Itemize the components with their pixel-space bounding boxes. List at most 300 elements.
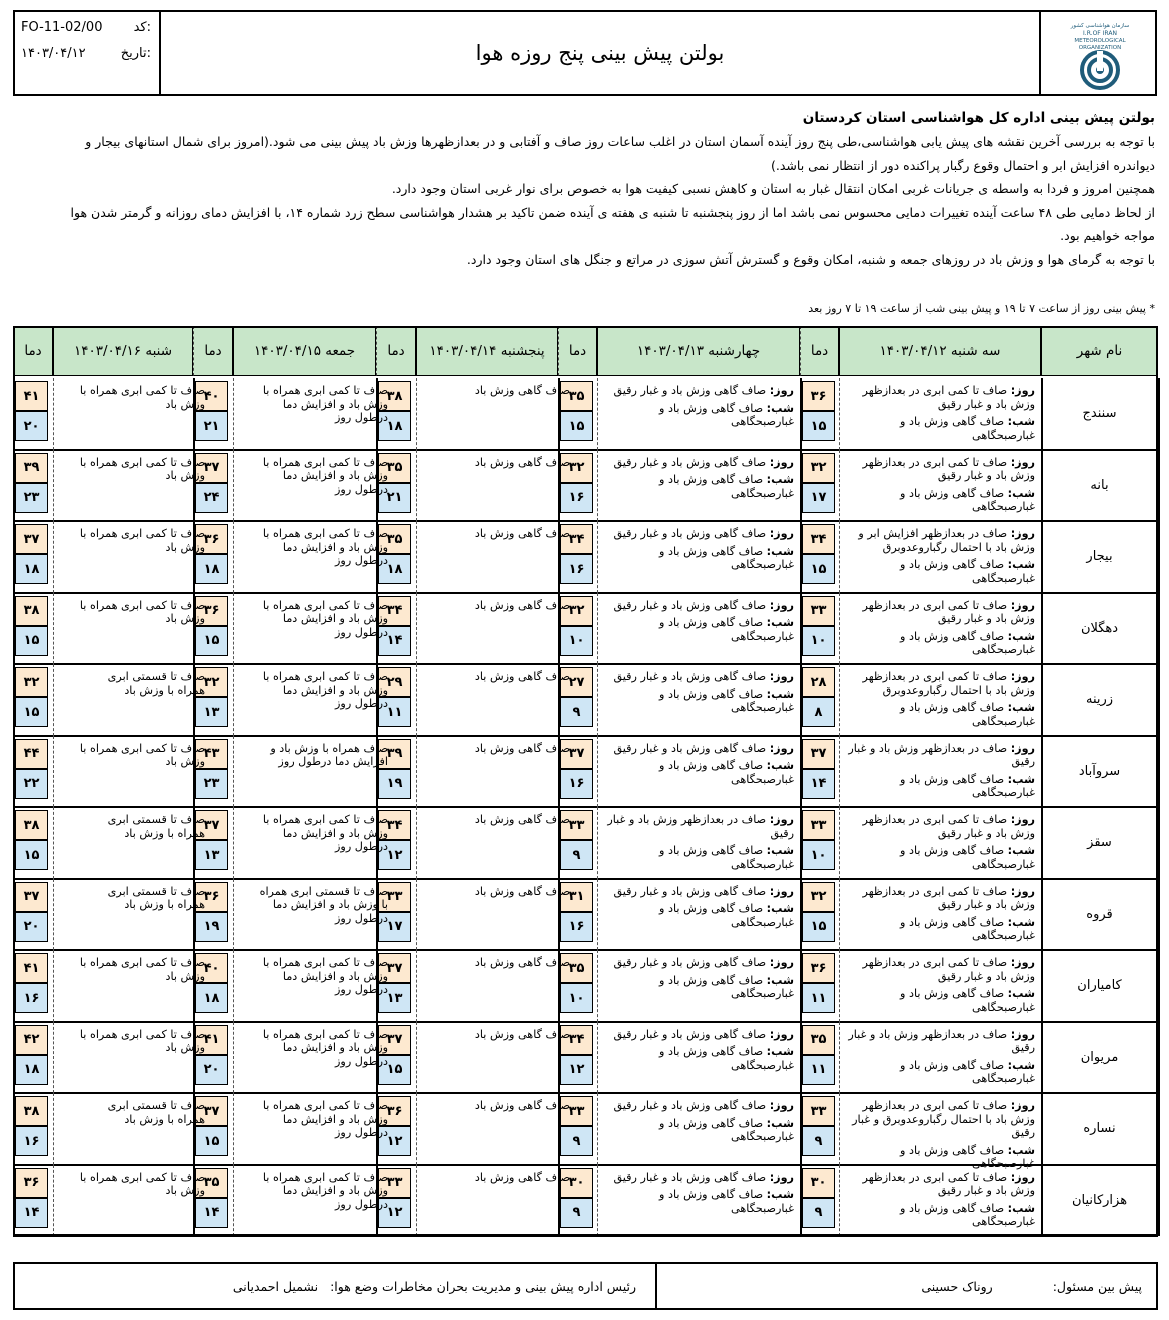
max-temp: ۲۷ — [560, 667, 593, 697]
forecast-text: صاف تا کمی ابری همراه با وزش باد و افزایش دما درطول روز — [262, 956, 388, 997]
logo-text-2: METEOROLOGICAL — [1074, 38, 1126, 44]
logo-text-3: ORGANIZATION — [1078, 45, 1122, 51]
night-label: شب: — [1007, 701, 1035, 715]
max-temp: ۳۸ — [15, 596, 48, 626]
night-label: شب: — [1007, 915, 1035, 929]
temp-divider — [597, 1165, 598, 1237]
temp-divider — [53, 450, 54, 522]
min-temp: ۱۵ — [802, 411, 835, 441]
city-name: زرینه — [1085, 692, 1114, 708]
day-forecast — [603, 885, 794, 899]
night-forecast — [845, 987, 1035, 1014]
max-temp: ۳۴ — [802, 524, 835, 554]
forecast-text: صاف تا کمی ابری همراه با وزش باد و افزایش دما درطول روز — [262, 1170, 388, 1211]
day-forecast-text: صاف تا کمی ابری در بعدازظهر وزش باد و غبار رقیق — [862, 384, 1035, 411]
max-temp: ۴۱ — [15, 953, 48, 983]
min-temp: ۱۵ — [560, 411, 593, 441]
min-temp: ۱۴ — [15, 1198, 48, 1228]
table-row — [13, 879, 1158, 951]
day-forecast — [603, 670, 794, 684]
temp-divider — [416, 521, 417, 593]
day-label: روز: — [1010, 670, 1035, 683]
day-forecast — [845, 384, 1035, 411]
day-forecast — [845, 1028, 1035, 1055]
max-temp: ۳۲ — [560, 453, 593, 483]
temp-divider — [53, 1093, 54, 1165]
day-column-header: چهارشنبه ۱۴۰۳/۰۴/۱۳ — [597, 326, 800, 376]
max-temp: ۳۵ — [378, 524, 411, 554]
min-temp: ۱۹ — [195, 912, 228, 942]
night-label: شب: — [1007, 1201, 1035, 1215]
min-temp: ۱۸ — [378, 554, 411, 584]
day-label: روز: — [1010, 1170, 1035, 1184]
forecast-text: صاف گاهی وزش باد — [474, 384, 570, 397]
forecast-text — [845, 956, 1035, 1020]
night-forecast — [845, 415, 1035, 442]
forecast-text: صاف تا کمی ابری همراه با وزش باد و افزایش دما درطول روز — [262, 384, 388, 425]
night-forecast — [845, 773, 1035, 800]
city-name: دهگلان — [1080, 620, 1119, 636]
column-border — [1158, 593, 1160, 665]
max-temp: ۳۸ — [378, 381, 411, 411]
temp-divider — [233, 1165, 234, 1237]
forecast-text — [603, 670, 794, 734]
temp-column-header: دما — [193, 326, 233, 376]
min-temp: ۱۲ — [560, 1055, 593, 1085]
temp-divider — [839, 450, 840, 522]
temp-divider — [416, 736, 417, 808]
night-forecast-text: صاف گاهی وزش باد و غبارصبحگاهی — [659, 616, 794, 643]
forecast-text: صاف تا کمی ابری همراه با وزش باد — [79, 1170, 205, 1198]
max-temp: ۳۳ — [802, 810, 835, 840]
head-label: رئیس اداره پیش بینی و مدیریت بحران مخاطرات وضع هوا: — [330, 1278, 636, 1294]
forecast-text: صاف تا قسمتی ابری همراه با وزش باد — [107, 1099, 205, 1126]
min-temp: ۱۳ — [195, 840, 228, 870]
column-border — [1158, 736, 1160, 808]
day-forecast — [845, 1099, 1035, 1140]
night-label: شب: — [1007, 987, 1035, 1001]
logo-text-fa: سازمان هواشناسی کشور — [1070, 23, 1130, 29]
day-forecast-text: صاف گاهی وزش باد و غبار رقیق — [613, 1027, 767, 1041]
max-temp: ۳۶ — [15, 1168, 48, 1198]
bulletin-title: بولتن پیش بینی پنج روزه هوا — [475, 41, 725, 65]
min-temp: ۱۶ — [15, 1126, 48, 1156]
date-label: تاریخ: — [120, 46, 151, 61]
max-temp: ۳۷ — [195, 810, 228, 840]
intro-paragraph: با توجه به بررسی آخرین نقشه های پیش یابی هواشناسی،طی پنج روز آینده آسمان استان در اغلب ساعات روز صاف و آفتابی و در بعدازظهرها وزش باد پیش بینی می شود.(امروز برای شمال استانهای بیجار و دیواندره افزایش ابر و احتمال وقوع رگبار پراکنده دور از انتظار نمی باشد.) — [85, 134, 1155, 173]
temp-divider — [416, 1022, 417, 1094]
day-forecast — [845, 456, 1035, 483]
forecast-text — [603, 1099, 794, 1163]
min-temp: ۱۹ — [378, 769, 411, 799]
city-name: سقز — [1087, 835, 1112, 851]
forecast-text — [845, 670, 1035, 734]
row-divider — [13, 1235, 1158, 1237]
night-forecast — [603, 545, 794, 572]
day-label: روز: — [769, 670, 794, 683]
forecast-text — [603, 885, 794, 949]
night-forecast — [845, 1059, 1035, 1086]
forecast-text: صاف تا کمی ابری همراه با وزش باد — [79, 741, 205, 769]
forecast-text: صاف گاهی وزش باد — [474, 1099, 570, 1112]
max-temp: ۳۳ — [378, 882, 411, 912]
temp-divider — [416, 1093, 417, 1165]
max-temp: ۳۵ — [560, 953, 593, 983]
day-forecast-text: صاف گاهی وزش باد و غبار رقیق — [613, 455, 767, 469]
min-temp: ۱۶ — [15, 983, 48, 1013]
temp-divider — [597, 450, 598, 522]
max-temp: ۳۶ — [195, 524, 228, 554]
column-border — [1158, 1093, 1160, 1165]
night-label: شب: — [766, 616, 794, 630]
temp-divider — [233, 521, 234, 593]
max-temp: ۴۰ — [195, 381, 228, 411]
day-forecast-text: صاف در بعدازظهر وزش باد و غبار رقیق — [848, 741, 1035, 769]
night-forecast-text: صاف گاهی وزش باد و غبارصبحگاهی — [900, 844, 1035, 871]
temp-column-header: دما — [558, 326, 597, 376]
max-temp: ۳۷ — [802, 739, 835, 769]
min-temp: ۲۰ — [15, 912, 48, 942]
night-label: شب: — [1007, 629, 1035, 643]
day-forecast-text: صاف گاهی وزش باد و غبار رقیق — [613, 384, 767, 397]
table-row — [13, 807, 1158, 879]
forecaster-cell — [921, 1264, 1142, 1308]
night-forecast-text: صاف گاهی وزش باد و غبارصبحگاهی — [900, 987, 1035, 1014]
forecast-text — [603, 456, 794, 520]
min-temp: ۲۳ — [15, 483, 48, 513]
min-temp: ۱۰ — [560, 983, 593, 1013]
city-name: بانه — [1090, 477, 1109, 493]
forecast-text — [845, 599, 1035, 663]
day-forecast-text: صاف تا کمی ابری در بعدازظهر وزش باد و غبار رقیق — [862, 1170, 1035, 1198]
max-temp: ۳۲ — [802, 453, 835, 483]
temp-divider — [597, 807, 598, 879]
city-name: قروه — [1086, 906, 1113, 922]
max-temp: ۳۲ — [802, 882, 835, 912]
forecast-text — [603, 956, 794, 1020]
night-forecast-text: صاف گاهی وزش باد و غبارصبحگاهی — [659, 1188, 794, 1215]
column-border — [1158, 807, 1160, 879]
day-label: روز: — [769, 384, 794, 397]
night-forecast — [845, 916, 1035, 943]
day-label: روز: — [769, 598, 794, 612]
day-column-header: سه شنبه ۱۴۰۳/۰۴/۱۲ — [839, 326, 1041, 376]
max-temp: ۳۳ — [802, 596, 835, 626]
forecast-text — [845, 384, 1035, 448]
max-temp: ۳۵ — [560, 381, 593, 411]
code-value: FO-11-02/00 — [21, 20, 103, 35]
intro-paragraph: همچنین امروز و فردا به واسطه ی جریانات غربی امکان انتقال غبار به استان و کاهش نسبی کیفیت هوا به خصوص برای نوار غربی استان وجود دارد. — [391, 181, 1155, 196]
max-temp: ۳۴ — [378, 810, 411, 840]
min-temp: ۱۳ — [378, 983, 411, 1013]
night-label: شب: — [1007, 1058, 1035, 1072]
night-forecast — [603, 688, 794, 715]
night-forecast-text: صاف گاهی وزش باد و غبارصبحگاهی — [659, 1116, 794, 1144]
max-temp: ۳۰ — [560, 1168, 593, 1198]
night-forecast — [603, 473, 794, 500]
city-name: هزارکانیان — [1071, 1192, 1128, 1208]
min-temp: ۱۸ — [195, 983, 228, 1013]
bulletin-header — [13, 10, 1157, 96]
night-label: شب: — [766, 1188, 794, 1202]
temp-divider — [839, 1022, 840, 1094]
max-temp: ۳۷ — [195, 453, 228, 483]
intro-paragraph: با توجه به گرمای هوا و وزش باد در روزهای جمعه و شنبه، امکان وقوع و گسترش آتش سوزی در مراتع و جنگل های استان وجود دارد. — [466, 251, 1155, 267]
day-forecast-text: صاف تا کمی ابری در بعدازظهر وزش باد و غبار رقیق — [862, 884, 1035, 912]
forecast-text: صاف تا کمی ابری همراه با وزش باد و افزایش دما درطول روز — [262, 1027, 388, 1068]
temp-divider — [597, 1022, 598, 1094]
forecast-text — [603, 1028, 794, 1092]
night-forecast-text: صاف گاهی وزش باد و غبارصبحگاهی — [900, 772, 1035, 800]
forecast-text — [603, 384, 794, 448]
table-row — [13, 593, 1158, 665]
table-row — [13, 664, 1158, 736]
temp-divider — [597, 593, 598, 665]
max-temp: ۴۳ — [195, 739, 228, 769]
forecast-text — [845, 1171, 1035, 1235]
night-forecast-text: صاف گاهی وزش باد و غبارصبحگاهی — [900, 415, 1035, 442]
day-forecast — [845, 1171, 1035, 1198]
night-forecast-text: صاف گاهی وزش باد و غبارصبحگاهی — [900, 915, 1035, 943]
table-row — [13, 1022, 1158, 1094]
min-temp: ۹ — [560, 1198, 593, 1228]
temp-divider — [597, 378, 598, 450]
temp-divider — [53, 378, 54, 450]
min-temp: ۹ — [802, 1126, 835, 1156]
day-forecast-text: صاف تا کمی ابری در بعدازظهر وزش باد و غبار رقیق — [862, 956, 1035, 983]
city-name: بیجار — [1086, 549, 1113, 565]
city-name: سروآباد — [1078, 763, 1121, 779]
temp-divider — [597, 664, 598, 736]
forecast-text: صاف گاهی وزش باد — [474, 670, 570, 683]
min-temp: ۱۱ — [378, 697, 411, 727]
night-forecast — [603, 616, 794, 643]
code-label: کد: — [133, 20, 151, 35]
night-forecast-text: صاف گاهی وزش باد و غبارصبحگاهی — [659, 473, 794, 500]
temp-divider — [53, 1022, 54, 1094]
min-temp: ۱۲ — [378, 1198, 411, 1228]
forecast-text — [603, 742, 794, 806]
day-forecast-text: صاف گاهی وزش باد و غبار رقیق — [613, 598, 767, 612]
temp-divider — [53, 879, 54, 951]
day-forecast — [603, 599, 794, 613]
min-temp: ۱۴ — [802, 769, 835, 799]
night-forecast-text: صاف گاهی وزش باد و غبارصبحگاهی — [659, 844, 794, 871]
temp-divider — [839, 879, 840, 951]
temp-divider — [416, 879, 417, 951]
day-label: روز: — [769, 455, 794, 469]
min-temp: ۹ — [560, 1126, 593, 1156]
column-border — [1158, 879, 1160, 951]
max-temp: ۳۰ — [802, 1168, 835, 1198]
forecast-text: صاف گاهی وزش باد — [474, 741, 570, 755]
max-temp: ۳۶ — [802, 381, 835, 411]
max-temp: ۳۷ — [378, 953, 411, 983]
day-forecast — [603, 1028, 794, 1042]
day-forecast — [845, 742, 1035, 769]
day-label: روز: — [769, 884, 794, 898]
day-label: روز: — [769, 1099, 794, 1112]
intro-heading: بولتن پیش بینی اداره کل هواشناسی استان کردستان — [802, 110, 1155, 126]
forecast-text: صاف گاهی وزش باد — [474, 598, 570, 612]
city-name: مریوان — [1080, 1049, 1119, 1065]
day-forecast-text: صاف گاهی وزش باد و غبار رقیق — [613, 884, 767, 898]
day-forecast — [845, 813, 1035, 840]
day-forecast-text: صاف گاهی وزش باد و غبار رقیق — [613, 527, 767, 540]
forecast-text — [603, 527, 794, 591]
day-label: روز: — [1010, 884, 1035, 898]
min-temp: ۹ — [802, 1198, 835, 1228]
temp-divider — [53, 664, 54, 736]
forecast-text — [603, 1171, 794, 1235]
min-temp: ۱۵ — [15, 840, 48, 870]
max-temp: ۳۲ — [560, 596, 593, 626]
forecast-text: صاف گاهی وزش باد — [474, 956, 570, 969]
temp-divider — [597, 950, 598, 1022]
min-temp: ۱۸ — [378, 411, 411, 441]
min-temp: ۱۵ — [195, 626, 228, 656]
min-temp: ۱۶ — [560, 912, 593, 942]
night-label: شب: — [766, 1045, 794, 1059]
min-temp: ۱۶ — [560, 554, 593, 584]
forecast-time-note: * پیش بینی روز از ساعت ۷ تا ۱۹ و پیش بینی شب از ساعت ۱۹ تا ۷ روز بعد — [808, 302, 1155, 315]
night-forecast-text: صاف گاهی وزش باد و غبارصبحگاهی — [900, 701, 1035, 728]
day-forecast-text: صاف گاهی وزش باد و غبار رقیق — [613, 956, 767, 969]
forecast-text — [845, 527, 1035, 591]
min-temp: ۱۱ — [802, 983, 835, 1013]
day-forecast — [845, 527, 1035, 554]
temp-divider — [233, 736, 234, 808]
max-temp: ۳۲ — [195, 667, 228, 697]
forecast-text: صاف تا کمی ابری همراه با وزش باد — [79, 527, 205, 554]
day-column-header: شنبه ۱۴۰۳/۰۴/۱۶ — [53, 326, 193, 376]
forecast-text: صاف گاهی وزش باد — [474, 1027, 570, 1041]
logo-spiral-icon — [1061, 20, 1139, 90]
forecast-text: صاف تا کمی ابری همراه با وزش باد — [79, 455, 205, 483]
day-forecast-text: صاف تا کمی ابری در بعدازظهر وزش باد و غبار رقیق — [862, 598, 1035, 626]
temp-divider — [597, 736, 598, 808]
temp-divider — [53, 593, 54, 665]
temp-divider — [233, 950, 234, 1022]
day-forecast-text: صاف در بعدازظهر وزش باد و غبار رقیق — [607, 813, 794, 840]
max-temp: ۳۷ — [195, 1096, 228, 1126]
temp-divider — [416, 664, 417, 736]
temp-divider — [233, 807, 234, 879]
temp-divider — [839, 1093, 840, 1165]
night-forecast — [845, 558, 1035, 585]
temp-divider — [416, 378, 417, 450]
min-temp: ۱۲ — [378, 840, 411, 870]
max-temp: ۳۷ — [378, 1025, 411, 1055]
forecast-text — [603, 599, 794, 663]
night-forecast-text: صاف گاهی وزش باد و غبارصبحگاهی — [659, 401, 794, 429]
night-forecast-text: صاف گاهی وزش باد و غبارصبحگاهی — [900, 486, 1035, 514]
night-label: شب: — [766, 844, 794, 858]
forecast-text: صاف تا قسمتی ابری همراه با وزش باد — [107, 884, 205, 912]
forecast-text: صاف تا قسمتی ابری همراه با وزش باد — [107, 813, 205, 840]
table-row — [13, 378, 1158, 450]
min-temp: ۱۰ — [802, 840, 835, 870]
day-forecast — [845, 670, 1035, 697]
day-forecast-text: صاف گاهی وزش باد و غبار رقیق — [613, 1170, 767, 1184]
min-temp: ۲۴ — [195, 483, 228, 513]
night-forecast — [845, 630, 1035, 657]
night-forecast — [603, 1117, 794, 1144]
night-forecast-text: صاف گاهی وزش باد و غبارصبحگاهی — [659, 687, 794, 715]
forecast-text: صاف تا کمی ابری همراه با وزش باد و افزایش دما درطول روز — [262, 813, 388, 854]
night-label: شب: — [766, 973, 794, 987]
night-forecast — [603, 402, 794, 429]
night-forecast-text: صاف گاهی وزش باد و غبارصبحگاهی — [659, 759, 794, 786]
table-row — [13, 450, 1158, 522]
night-label: شب: — [1007, 486, 1035, 500]
max-temp: ۳۷ — [15, 524, 48, 554]
temp-divider — [839, 950, 840, 1022]
temp-divider — [597, 879, 598, 951]
min-temp: ۲۱ — [195, 411, 228, 441]
forecast-table — [13, 326, 1158, 1256]
night-forecast — [603, 974, 794, 1001]
day-forecast — [845, 956, 1035, 983]
night-forecast — [603, 902, 794, 929]
max-temp: ۳۳ — [802, 1096, 835, 1126]
forecast-text: صاف تا کمی ابری همراه با وزش باد و افزایش دما درطول روز — [262, 670, 388, 711]
day-forecast-text: صاف تا کمی ابری در بعدازظهر وزش باد و غبار رقیق — [862, 455, 1035, 483]
column-border — [1158, 950, 1160, 1022]
night-forecast — [845, 1202, 1035, 1229]
temp-divider — [597, 521, 598, 593]
column-border — [1158, 1165, 1160, 1237]
night-forecast — [845, 701, 1035, 728]
forecast-text: صاف تا کمی ابری همراه با وزش باد و افزایش دما درطول روز — [262, 527, 388, 568]
day-forecast — [845, 599, 1035, 626]
max-temp: ۳۳ — [560, 810, 593, 840]
forecast-text: صاف گاهی وزش باد — [474, 884, 570, 898]
night-label: شب: — [766, 1116, 794, 1130]
forecast-text — [603, 813, 794, 877]
logo-text-1: I.R.OF IRAN — [1083, 30, 1117, 37]
city-name: نساره — [1083, 1121, 1116, 1137]
day-column-header: پنجشنبه ۱۴۰۳/۰۴/۱۴ — [416, 326, 558, 376]
temp-divider — [416, 1165, 417, 1237]
min-temp: ۲۱ — [378, 483, 411, 513]
forecast-text — [845, 885, 1035, 949]
min-temp: ۹ — [560, 697, 593, 727]
max-temp: ۳۹ — [15, 453, 48, 483]
max-temp: ۳۸ — [15, 810, 48, 840]
night-forecast — [603, 759, 794, 786]
temp-column-header: دما — [13, 326, 53, 376]
night-label: شب: — [766, 687, 794, 701]
forecast-text: صاف گاهی وزش باد — [474, 1170, 570, 1184]
day-forecast — [603, 456, 794, 470]
max-temp: ۳۹ — [378, 739, 411, 769]
night-forecast-text: صاف گاهی وزش باد و غبارصبحگاهی — [900, 558, 1035, 585]
column-border — [1158, 378, 1160, 450]
intro-paragraph: از لحاظ دمایی طی ۴۸ ساعت آینده تغییرات دمایی محسوس نمی باشد اما از روز پنجشنبه تا شنبه ی هفته ی آینده ضمن تاکید بر هشدار هواشناسی سطح زرد شماره ۱۴، با افزایش دمای روزانه و گرمتر شدن هوا مواجه خواهیم بود. — [70, 204, 1155, 243]
max-temp: ۳۵ — [195, 1168, 228, 1198]
day-forecast — [603, 1171, 794, 1185]
day-forecast — [603, 956, 794, 970]
min-temp: ۱۱ — [802, 1055, 835, 1085]
max-temp: ۳۲ — [15, 667, 48, 697]
min-temp: ۱۵ — [15, 697, 48, 727]
forecast-text: صاف تا کمی ابری همراه با وزش باد — [79, 1027, 205, 1055]
table-row — [13, 950, 1158, 1022]
min-temp: ۱۰ — [802, 626, 835, 656]
min-temp: ۹ — [560, 840, 593, 870]
forecast-text: صاف تا کمی ابری همراه با وزش باد و افزایش دما درطول روز — [262, 1099, 388, 1140]
